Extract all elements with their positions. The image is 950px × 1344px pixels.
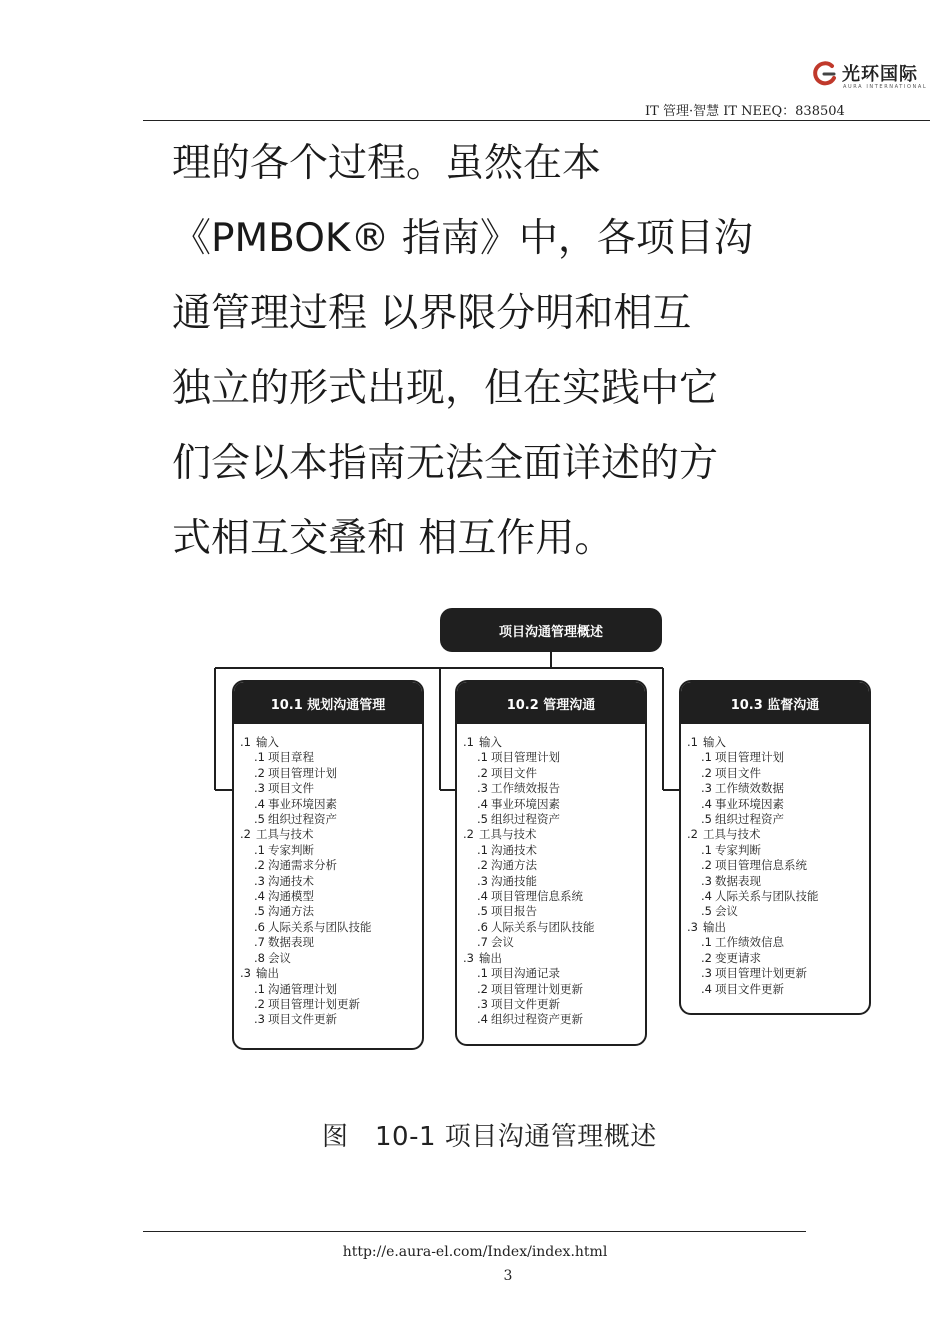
group-title: 工具与技术 <box>479 827 537 842</box>
group-tools <box>687 827 869 919</box>
group-number: .1 <box>463 735 474 749</box>
group-title: 输出 <box>479 950 502 965</box>
list-item: .1 工作绩效信息 <box>701 935 784 950</box>
body-line: 通管理过程 以界限分明和相互 <box>172 291 692 336</box>
list-item: .2 项目管理计划更新 <box>254 996 360 1011</box>
process-box-10-3 <box>679 680 871 1015</box>
list-item: .8 会议 <box>254 950 291 965</box>
list-item: .2 项目文件 <box>477 765 537 780</box>
list-item: .5 组织过程资产 <box>477 812 560 827</box>
footer-url-link[interactable]: http://e.aura-el.com/Index/index.html <box>342 1244 608 1260</box>
list-item: .4 事业环境因素 <box>701 796 784 811</box>
group-tools <box>240 827 422 966</box>
list-item: .4 事业环境因素 <box>254 796 337 811</box>
list-item: .3 工作绩效数据 <box>701 781 784 796</box>
process-title: 10.2 管理沟通 <box>457 682 645 724</box>
list-item: .5 会议 <box>701 904 738 919</box>
figure-caption: 图 10-1 项目沟通管理概述 <box>322 1122 657 1152</box>
list-item: .4 人际关系与团队技能 <box>701 889 819 904</box>
group-number: .2 <box>240 827 251 842</box>
header-tagline: IT 管理·智慧 IT NEEQ：838504 <box>645 104 845 119</box>
list-item: .1 项目管理计划 <box>701 750 784 765</box>
body-line: 们会以本指南无法全面详述的方 <box>172 441 719 486</box>
list-item: .2 变更请求 <box>701 950 761 965</box>
list-item: .4 项目文件更新 <box>701 981 784 996</box>
aura-logo-icon <box>810 60 838 88</box>
list-item: .4 事业环境因素 <box>477 796 560 811</box>
list-item: .1 项目管理计划 <box>477 750 560 765</box>
list-item: .5 组织过程资产 <box>701 812 784 827</box>
list-item: .4 组织过程资产更新 <box>477 1012 583 1027</box>
list-item: .1 项目章程 <box>254 750 314 765</box>
body-line: 独立的形式出现，但在实践中它 <box>172 366 719 411</box>
list-item: .1 专家判断 <box>254 842 314 857</box>
list-item: .1 专家判断 <box>701 842 761 857</box>
group-number: .3 <box>240 966 251 981</box>
group-title: 输入 <box>256 735 279 749</box>
process-title: 10.1 规划沟通管理 <box>234 682 422 724</box>
body-line: 《PMBOK® 指南》中，各项目沟 <box>172 216 753 261</box>
list-item: .6 人际关系与团队技能 <box>477 919 595 934</box>
list-item: .2 项目管理计划 <box>254 765 337 780</box>
group-title: 输出 <box>703 919 726 934</box>
list-item: .3 项目管理计划更新 <box>701 966 807 981</box>
list-item: .3 工作绩效报告 <box>477 781 560 796</box>
list-item: .6 人际关系与团队技能 <box>254 919 372 934</box>
body-line: 式相互交叠和 相互作用。 <box>172 516 614 561</box>
group-outputs <box>463 951 645 1028</box>
list-item: .3 项目文件更新 <box>254 1012 337 1027</box>
list-item: .5 项目报告 <box>477 904 537 919</box>
list-item: .1 沟通管理计划 <box>254 981 337 996</box>
list-item: .2 项目管理信息系统 <box>701 858 807 873</box>
body-line: 理的各个过程。虽然在本 <box>172 141 602 186</box>
group-number: .3 <box>687 919 698 934</box>
list-item: .2 项目管理计划更新 <box>477 981 583 996</box>
logo-name: 光环国际 <box>842 64 918 85</box>
list-item: .4 项目管理信息系统 <box>477 889 583 904</box>
group-title: 输入 <box>703 735 726 749</box>
list-item: .3 项目文件 <box>254 781 314 796</box>
list-item: .2 项目文件 <box>701 765 761 780</box>
group-inputs <box>463 735 645 827</box>
list-item: .7 数据表现 <box>254 935 314 950</box>
list-item: .3 沟通技能 <box>477 873 537 888</box>
header-divider <box>143 120 930 121</box>
list-item: .3 数据表现 <box>701 873 761 888</box>
group-title: 工具与技术 <box>256 827 314 842</box>
group-number: .2 <box>687 827 698 842</box>
group-number: .2 <box>463 827 474 842</box>
list-item: .3 沟通技术 <box>254 873 314 888</box>
list-item: .7 会议 <box>477 935 514 950</box>
process-title: 10.3 监督沟通 <box>681 682 869 724</box>
group-inputs <box>687 735 869 827</box>
group-title: 工具与技术 <box>703 827 761 842</box>
list-item: .2 沟通方法 <box>477 858 537 873</box>
group-tools <box>463 827 645 950</box>
company-logo <box>810 58 930 98</box>
page-number: 3 <box>503 1268 513 1284</box>
list-item: .2 沟通需求分析 <box>254 858 337 873</box>
group-number: .1 <box>240 735 251 749</box>
group-title: 输入 <box>479 735 502 749</box>
group-outputs <box>240 966 422 1028</box>
footer-divider <box>143 1231 806 1232</box>
group-title: 输出 <box>256 966 279 981</box>
list-item: .3 项目文件更新 <box>477 996 560 1011</box>
process-box-10-1 <box>232 680 424 1050</box>
list-item: .5 沟通方法 <box>254 904 314 919</box>
group-number: .3 <box>463 950 474 965</box>
group-number: .1 <box>687 735 698 749</box>
list-item: .4 沟通模型 <box>254 889 314 904</box>
body-paragraph <box>172 126 822 576</box>
diagram-title-box: 项目沟通管理概述 <box>440 608 662 652</box>
process-box-10-2 <box>455 680 647 1046</box>
group-inputs <box>240 735 422 827</box>
list-item: .1 项目沟通记录 <box>477 966 560 981</box>
logo-subtitle: AURA INTERNATIONAL <box>843 84 928 90</box>
group-outputs <box>687 920 869 997</box>
list-item: .1 沟通技术 <box>477 842 537 857</box>
list-item: .5 组织过程资产 <box>254 812 337 827</box>
